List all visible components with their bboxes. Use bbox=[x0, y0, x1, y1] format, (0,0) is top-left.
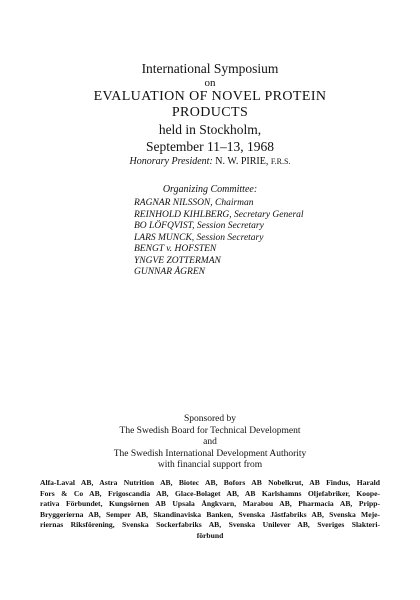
honorary-president bbox=[0, 156, 420, 167]
supporters-row: Bryggerierna AB, Semper AB, Skandinaviska Banken, Svenska Jästfabriks AB, Svenska Meje- bbox=[40, 509, 380, 519]
title-line-3: EVALUATION OF NOVEL PROTEIN bbox=[93, 89, 327, 104]
committee-member: REINHOLD KIHLBERG, Secretary General bbox=[134, 209, 304, 220]
supporters-row: rativa Förbundet, Kungsörnen AB Upsala Ångkvarn, Marabou AB, Pharmacia AB, Pripp- bbox=[40, 499, 380, 508]
title-line-5: held in Stockholm, bbox=[158, 122, 262, 137]
sponsor-line-5: with financial support from bbox=[157, 460, 263, 470]
title-line-6: September 11–13, 1968 bbox=[145, 139, 275, 154]
committee-heading: Organizing Committee: bbox=[162, 184, 258, 195]
sponsor-line-4: The Swedish International Development Authority bbox=[113, 448, 307, 459]
committee-member: BO LÖFQVIST, Session Secretary bbox=[134, 221, 264, 231]
honorary-name: N. W. PIRIE, bbox=[215, 156, 269, 167]
honorary-label: Honorary President bbox=[129, 156, 210, 167]
honorary-suffix: F.R.S. bbox=[270, 157, 291, 166]
sponsor-line-3: and bbox=[203, 437, 217, 447]
title-line-2: on bbox=[204, 77, 216, 89]
committee-list bbox=[134, 198, 304, 279]
symposium-title-block bbox=[0, 60, 420, 155]
committee-member: RAGNAR NILSSON, Chairman bbox=[134, 198, 254, 208]
honorary-colon: : bbox=[209, 156, 213, 167]
sponsor-line-1: Sponsored by bbox=[184, 414, 236, 424]
supporters-row: riernas Riksförening, Svenska Sockerfabriks AB, Svenska Unilever AB, Sveriges Slakteri- bbox=[40, 520, 380, 529]
sponsor-block bbox=[0, 414, 420, 472]
title-line-4: PRODUCTS bbox=[171, 105, 249, 120]
committee-member: LARS MUNCK, Session Secretary bbox=[134, 232, 264, 243]
committee-member: GUNNAR ÅGREN bbox=[134, 267, 205, 277]
supporters-row: Fors & Co AB, Frigoscandia AB, Glace-Bolaget AB, AB Karlshamns Oljefabriker, Koope- bbox=[40, 488, 380, 498]
supporters-list bbox=[40, 478, 380, 541]
supporters-row: Alfa-Laval AB, Astra Nutrition AB, Biotec AB, Bofors AB Nobelkrut, AB Findus, Harald bbox=[40, 478, 380, 487]
committee-member: BENGT v. HOFSTEN bbox=[134, 244, 217, 254]
title-line-1: International Symposium bbox=[141, 61, 279, 76]
committee-member: YNGVE ZOTTERMAN bbox=[134, 255, 221, 266]
supporters-row: förbund bbox=[196, 530, 224, 540]
sponsor-line-2: The Swedish Board for Technical Development bbox=[119, 425, 301, 436]
